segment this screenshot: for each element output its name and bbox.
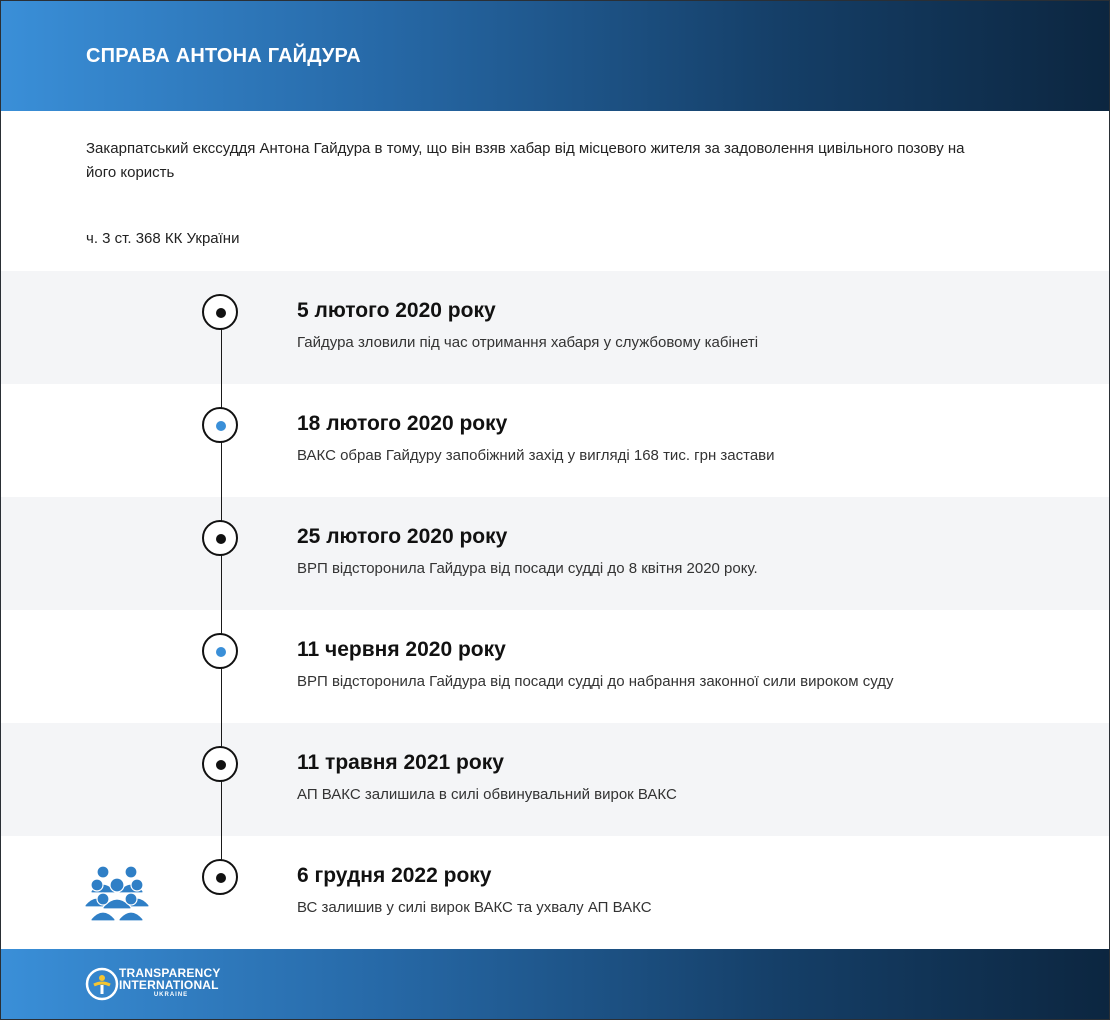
timeline-row — [1, 836, 1109, 949]
timeline-marker — [202, 746, 238, 782]
transparency-logo-text — [119, 967, 223, 999]
logo-line-2: INTERNATIONAL — [119, 978, 219, 992]
logo-line-3: UKRAINE — [153, 992, 189, 998]
timeline-connector-line — [221, 312, 222, 877]
timeline-marker — [202, 859, 238, 895]
timeline-date: 11 червня 2020 року — [297, 638, 506, 661]
marker-dot — [216, 308, 226, 318]
case-description: Закарпатський екссуддя Антона Гайдура в тому, що він взяв хабар від місцевого жителя за задоволення цивільного позову на його користь — [86, 140, 965, 181]
marker-dot — [216, 421, 226, 431]
timeline-row — [1, 271, 1109, 384]
footer-banner — [1, 949, 1109, 1019]
timeline-description: ВАКС обрав Гайдуру запобіжний захід у вигляді 168 тис. грн застави — [297, 447, 775, 464]
marker-dot — [216, 873, 226, 883]
page-title: СПРАВА АНТОНА ГАЙДУРА — [86, 45, 361, 67]
timeline-marker — [202, 633, 238, 669]
timeline-marker — [202, 407, 238, 443]
criminal-code-article: ч. 3 ст. 368 КК України — [86, 230, 240, 247]
marker-dot — [216, 534, 226, 544]
timeline-row — [1, 497, 1109, 610]
timeline-date: 11 травня 2021 року — [297, 751, 504, 774]
transparency-logo-icon — [85, 967, 119, 1001]
case-timeline — [1, 271, 1109, 949]
timeline-description: ВРП відсторонила Гайдура від посади судді до набрання законної сили вироком суду — [297, 673, 894, 690]
timeline-marker — [202, 520, 238, 556]
timeline-description: ВРП відсторонила Гайдура від посади судді до 8 квітня 2020 року. — [297, 560, 758, 577]
people-group-icon — [85, 863, 149, 921]
timeline-description: АП ВАКС залишила в силі обвинувальний вирок ВАКС — [297, 786, 677, 803]
timeline-row — [1, 723, 1109, 836]
timeline-description: ВС залишив у силі вирок ВАКС та ухвалу АП ВАКС — [297, 899, 652, 916]
marker-dot — [216, 647, 226, 657]
timeline-date: 25 лютого 2020 року — [297, 525, 508, 548]
timeline-date: 18 лютого 2020 року — [297, 412, 508, 435]
timeline-row — [1, 610, 1109, 723]
timeline-date: 5 лютого 2020 року — [297, 299, 496, 322]
timeline-row — [1, 384, 1109, 497]
timeline-date: 6 грудня 2022 року — [297, 864, 492, 887]
marker-dot — [216, 760, 226, 770]
logo-line-1: TRANSPARENCY — [119, 966, 221, 980]
header-banner — [1, 1, 1109, 111]
timeline-description: Гайдура зловили під час отримання хабаря у службовому кабінеті — [297, 334, 759, 351]
timeline-marker — [202, 294, 238, 330]
